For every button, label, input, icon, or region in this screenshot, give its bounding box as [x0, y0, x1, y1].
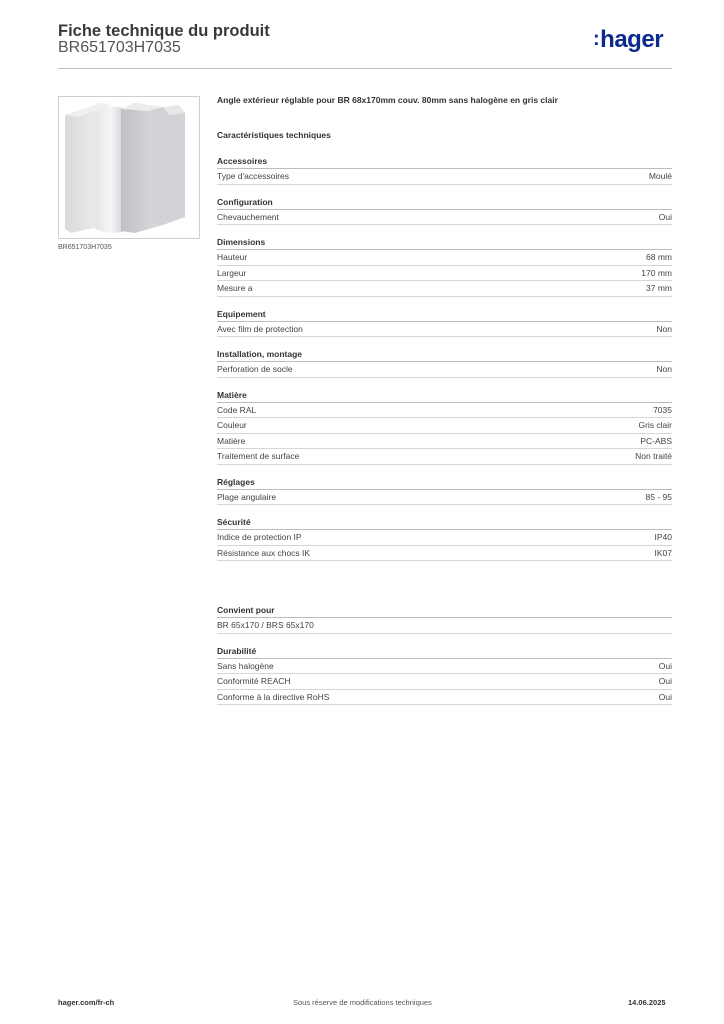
spec-label: Sans halogène: [217, 660, 274, 671]
technical-content: [217, 95, 672, 705]
section-installation: [217, 347, 672, 378]
spec-value: Non: [656, 364, 672, 374]
spec-value: Oui: [658, 211, 672, 222]
spec-row: [217, 490, 672, 506]
section-title: Convient pour: [217, 603, 672, 618]
spec-value: Moulé: [648, 171, 672, 181]
image-caption: BR651703H7035: [58, 244, 112, 251]
spec-label: Conformité REACH: [217, 676, 291, 686]
spec-label: Traitement de surface: [217, 451, 300, 461]
spec-value: 68 mm: [646, 252, 672, 262]
spec-label: Code RAL: [217, 404, 257, 415]
spec-value: Gris clair: [638, 420, 672, 430]
spec-label: Couleur: [217, 420, 247, 430]
spec-value: Non traité: [635, 451, 672, 461]
spec-value: Non: [656, 323, 672, 334]
spec-row: [217, 281, 672, 297]
section-reglages: [217, 475, 672, 506]
trunking-corner-image: [59, 97, 199, 238]
footer-date: 14.06.2025: [628, 998, 666, 1007]
section-convient-pour: [217, 603, 672, 634]
spec-label: Perforation de socle: [217, 364, 293, 374]
section-title: Matière: [217, 388, 672, 403]
section-title: Sécurité: [217, 515, 672, 530]
spec-value: Oui: [658, 691, 672, 702]
spec-row: [217, 659, 672, 675]
spec-row: [217, 403, 672, 419]
spec-row: [217, 434, 672, 450]
spec-row: [217, 418, 672, 434]
spec-row: [217, 530, 672, 546]
spec-value: 7035: [653, 404, 672, 415]
spec-label: Hauteur: [217, 252, 248, 262]
product-reference: BR651703H7035: [58, 39, 181, 56]
spec-row: [217, 362, 672, 378]
spec-value: Oui: [658, 676, 672, 686]
spec-row: [217, 169, 672, 185]
spec-label: Mesure a: [217, 283, 253, 293]
characteristics-title: Caractéristiques techniques: [217, 130, 331, 140]
spec-label: Plage angulaire: [217, 491, 277, 502]
header-divider: [58, 68, 672, 69]
spec-label: Résistance aux chocs IK: [217, 547, 311, 558]
section-title: Durabilité: [217, 644, 672, 659]
spec-value: 170 mm: [641, 267, 672, 278]
section-title: Installation, montage: [217, 347, 672, 362]
footer-disclaimer: Sous réserve de modifications techniques: [293, 998, 432, 1007]
spec-row: [217, 322, 672, 338]
product-image: [58, 96, 200, 239]
hager-logo[interactable]: [593, 26, 663, 54]
spec-label: Chevauchement: [217, 211, 279, 222]
spec-value: IK07: [654, 547, 672, 558]
spec-label: Type d'accessoires: [217, 171, 290, 181]
spec-label: Conforme à la directive RoHS: [217, 691, 330, 702]
spec-value: 85 - 95: [645, 491, 672, 502]
section-spacer: [217, 561, 672, 593]
logo-text: hager: [600, 26, 664, 53]
spec-row: [217, 449, 672, 465]
section-title: Réglages: [217, 475, 672, 490]
section-durabilite: [217, 644, 672, 706]
spec-row: [217, 546, 672, 562]
section-equipement: [217, 307, 672, 338]
logo-dots-icon: :: [593, 28, 600, 50]
section-matiere: [217, 388, 672, 465]
spec-row: [217, 210, 672, 226]
section-dimensions: [217, 235, 672, 297]
section-title: Configuration: [217, 195, 672, 210]
spec-label: Indice de protection IP: [217, 532, 302, 542]
spec-label: Largeur: [217, 267, 247, 278]
spec-label: Matière: [217, 435, 246, 446]
section-configuration: [217, 195, 672, 226]
spec-value: 37 mm: [646, 283, 672, 293]
spec-label: BR 65x170 / BRS 65x170: [217, 620, 314, 630]
footer-website-link[interactable]: hager.com/fr-ch: [58, 998, 115, 1007]
spec-row: [217, 690, 672, 706]
spec-row: [217, 266, 672, 282]
section-title: Equipement: [217, 307, 672, 322]
section-accessoires: [217, 154, 672, 185]
spec-value: IP40: [654, 532, 672, 542]
spec-value: Oui: [658, 660, 672, 671]
spec-row: [217, 674, 672, 690]
spec-row: [217, 618, 672, 634]
page-title: Fiche technique du produit: [58, 22, 270, 40]
section-title: Accessoires: [217, 154, 672, 169]
spec-value: PC-ABS: [640, 435, 672, 446]
spec-row: [217, 250, 672, 266]
spec-label: Avec film de protection: [217, 323, 303, 334]
product-description: Angle extérieur réglable pour BR 68x170mm couv. 80mm sans halogène en gris clair: [217, 95, 558, 105]
section-securite: [217, 515, 672, 561]
section-title: Dimensions: [217, 235, 672, 250]
